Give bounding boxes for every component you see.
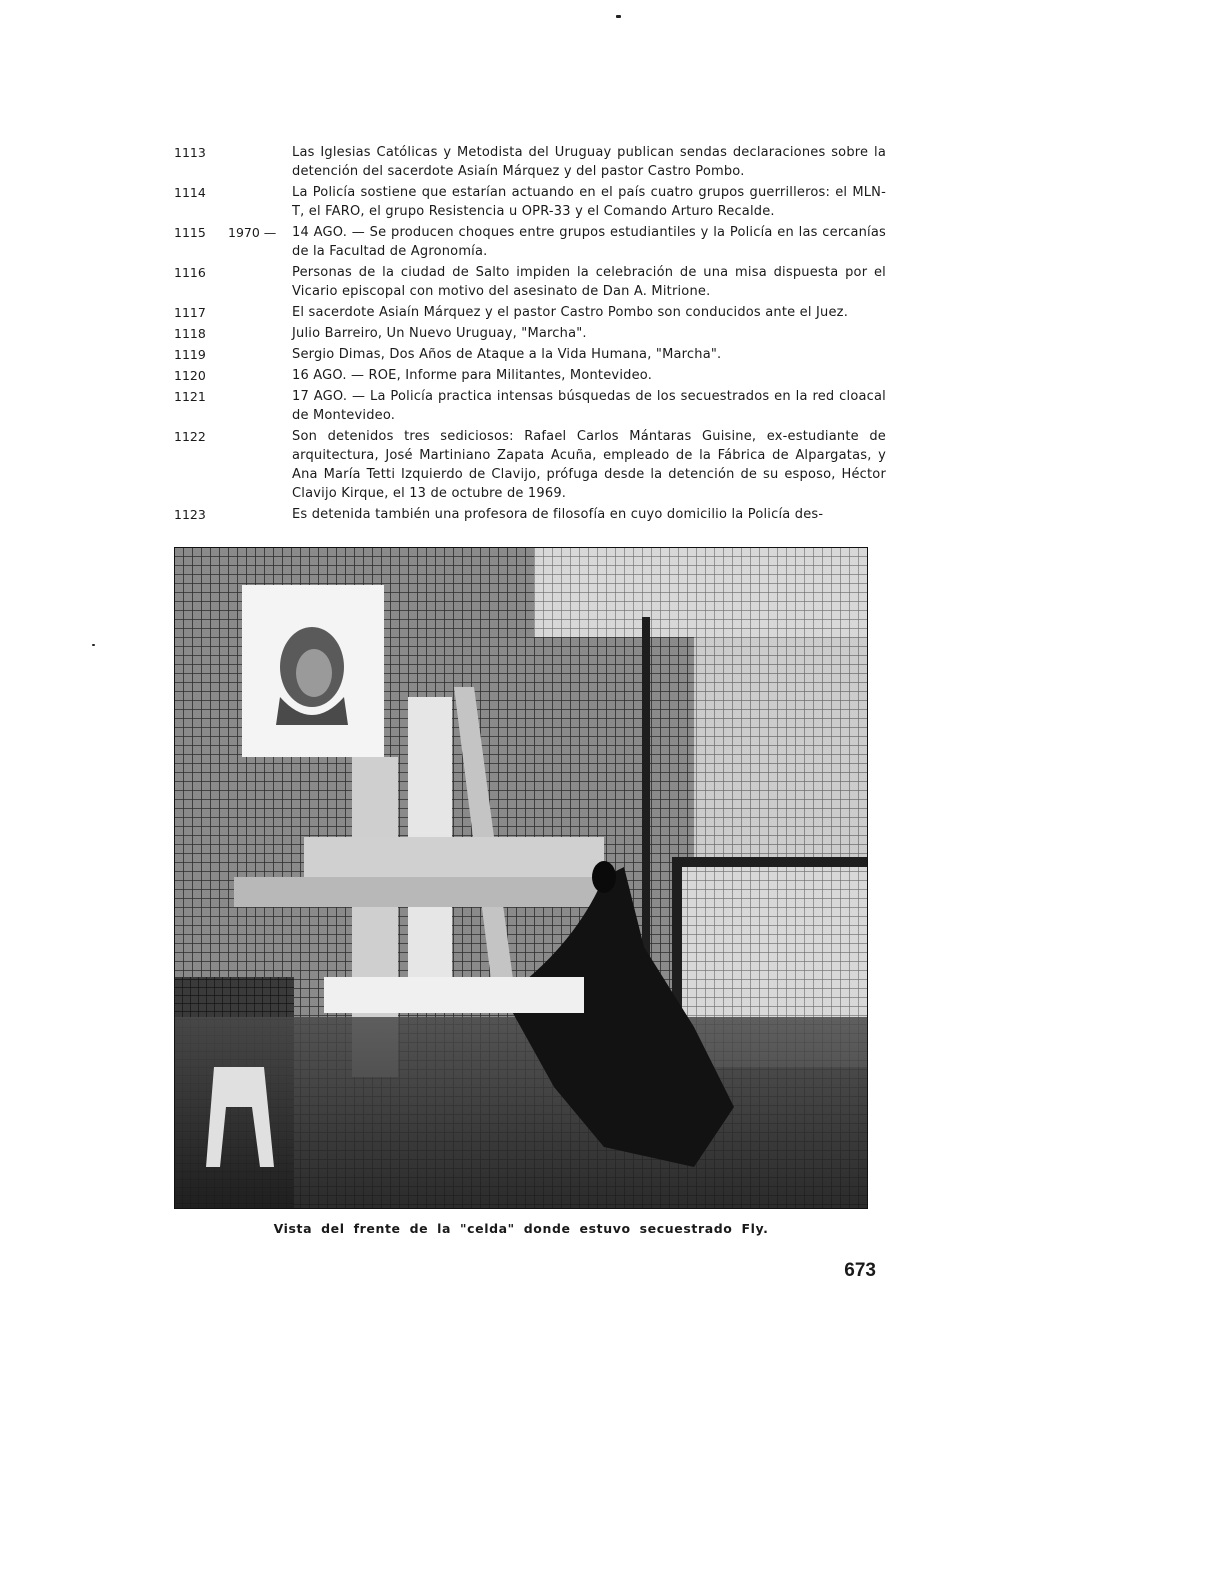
- entry-text: La Policía sostiene que estarían actuando en el país cuatro grupos guerrilleros: el MLN-T, el FARO, el grupo Resistencia u OPR-33 y el Comando Arturo Recalde.: [292, 185, 886, 219]
- entry-number: 1115: [174, 225, 206, 240]
- entry-number: 1114: [174, 185, 206, 200]
- chronology-entries: [174, 143, 886, 526]
- entry-number: 1119: [174, 347, 206, 362]
- entry-number: 1120: [174, 368, 206, 383]
- entry-number: 1117: [174, 305, 206, 320]
- entry-number: 1122: [174, 429, 206, 444]
- entry-text: 14 AGO. — Se producen choques entre grupos estudiantiles y la Policía en las cercanías de la Facultad de Agronomía.: [292, 225, 886, 259]
- entry-text: Son detenidos tres sediciosos: Rafael Carlos Mántaras Guisine, ex-estudiante de arquitectura, José Martiniano Zapata Acuña, empleado de la Fábrica de Alpargatas, y Ana María Tetti Izquierdo de Clavijo, prófuga desde la detención de su esposo, Héctor Clavijo Kirque, el 13 de octubre de 1969.: [292, 429, 886, 501]
- entry-number: 1118: [174, 326, 206, 341]
- entry-text: Personas de la ciudad de Salto impiden la celebración de una misa dispuesta por el Vicario episcopal con motivo del asesinato de Dan A. Mitrione.: [292, 265, 886, 299]
- entry: [174, 505, 886, 524]
- entry: [174, 263, 886, 301]
- entry-number: 1123: [174, 507, 206, 522]
- entry: [174, 387, 886, 425]
- entry-text: 16 AGO. — ROE, Informe para Militantes, Montevideo.: [292, 368, 653, 383]
- entry-text: Las Iglesias Católicas y Metodista del Uruguay publican sendas declaraciones sobre la detención del sacerdote Asiaín Márquez y del pastor Castro Pombo.: [292, 145, 886, 179]
- page-number: 673: [844, 1260, 876, 1281]
- entry-text: Julio Barreiro, Un Nuevo Uruguay, "Marcha".: [292, 326, 587, 341]
- entry-text: Sergio Dimas, Dos Años de Ataque a la Vida Humana, "Marcha".: [292, 347, 722, 362]
- cell-photograph: [174, 547, 868, 1209]
- scan-speck: [616, 15, 621, 18]
- entry-text: El sacerdote Asiaín Márquez y el pastor Castro Pombo son conducidos ante el Juez.: [292, 305, 849, 320]
- entry: [174, 143, 886, 181]
- entry: [174, 366, 886, 385]
- entry: [174, 183, 886, 221]
- entry: [174, 303, 886, 322]
- entry: [174, 427, 886, 503]
- entry-text: 17 AGO. — La Policía practica intensas búsquedas de los secuestrados en la red cloacal de Montevideo.: [292, 389, 886, 423]
- entry-number: 1121: [174, 389, 206, 404]
- photo-caption: Vista del frente de la "celda" donde estuvo secuestrado Fly.: [273, 1221, 769, 1236]
- entry-number: 1113: [174, 145, 206, 160]
- entry-number: 1116: [174, 265, 206, 280]
- entry: [174, 324, 886, 343]
- scan-speck: [92, 644, 95, 646]
- entry: [174, 223, 886, 261]
- entry-text: Es detenida también una profesora de filosofía en cuyo domicilio la Policía des-: [292, 507, 824, 522]
- entry: [174, 345, 886, 364]
- entry-year: 1970 —: [228, 225, 277, 240]
